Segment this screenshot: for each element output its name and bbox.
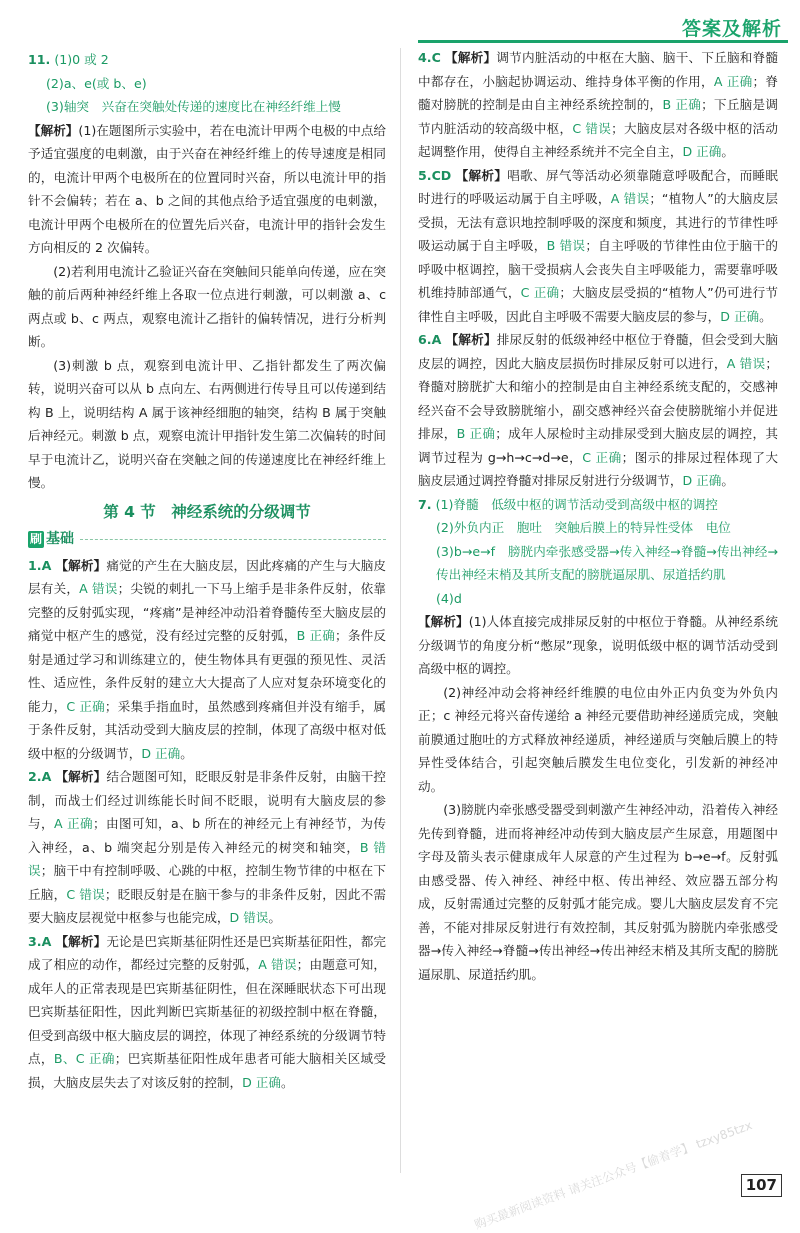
judgement: A 错误 [79, 581, 118, 596]
watermark: 购买最新阅读资料 请关注公众号【偷着学】 tzxy85tzx [472, 1118, 754, 1232]
left-column [28, 48, 386, 1094]
analysis-text: ；大脑皮层对各级中枢的活动起调整作用，使得自主神经系统并不完全自主， [418, 120, 778, 159]
analysis-text: ；大脑皮层受损的“植物人”仍可进行节律性自主呼吸，因此自主呼吸不需要大脑皮层的参与， [418, 285, 778, 324]
judgement: B 正确 [456, 426, 496, 441]
analysis-text: 痛觉的产生在大脑皮层，因此疼痛的产生与大脑皮层有关， [28, 557, 387, 596]
analysis-text: 。 [180, 745, 193, 761]
analysis-text: (2)神经冲动会将神经纤维膜的电位由外正内负变为外负内正；c 神经元将兴奋传递给 a 神经元要借助神经递质完成，突触前膜通过胞吐的方式释放神经递质，神经递质与突触后膜上的特异性受体结合，引起突触后膜发生电位变化，引发新的神经冲动。 [418, 684, 778, 794]
analysis-text: 结合题图可知，眨眼反射是非条件反射，由脑干控制，而战士们经过训练能长时间不眨眼，说明有大脑皮层的参与， [28, 769, 387, 831]
question-number: 3. [28, 933, 42, 949]
analysis-text: ；由题意可知，成年人的正常表现是巴宾斯基征阴性，但在深睡眠状态下可出现巴宾斯基征阳性，因此判断巴宾斯基征的初级控制中枢在脊髓，但受到高级中枢大脑皮层的调控，体现了神经系统的分级调节特点， [28, 957, 387, 1066]
answer-2 [28, 765, 386, 930]
judgement: C 错误 [66, 886, 105, 902]
judgement: D 正确 [682, 144, 722, 159]
judgement: D 正确 [242, 1074, 281, 1090]
answer-3 [28, 930, 386, 1095]
judgement: A 正确 [713, 73, 753, 89]
answer-line: (2)a、e(或 b、e) [46, 75, 147, 91]
basis-label: 基础 [46, 531, 74, 547]
judgement: D 正确 [141, 745, 181, 761]
answer-6 [418, 328, 778, 493]
analysis-tag: 【解析】 [445, 332, 497, 347]
analysis-tag: 【解析】 [445, 50, 497, 65]
analysis-text: (1)在题图所示实验中，若在电流计甲两个电极的中点给予适宜强度的电刺激，由于兴奋在神经纤维上的传导速度是相同的，电流计甲两个电极所在的位置同时兴奋，所以电流计甲的指针不会偏转；若在 a、b 之间的其他点给予适宜强度的电刺激，电流计甲两个电极所在的位置先后兴奋，电流计甲的指针会发生方向相反的 2 次偏转。 [28, 122, 387, 255]
judgement: D 正确 [720, 308, 760, 324]
analysis-tag: 【解析】 [28, 122, 79, 138]
judgement: C 正确 [582, 449, 622, 465]
answer-choice: CD [431, 167, 452, 183]
answer-line: (3)轴突 兴奋在突触处传递的速度比在神经纤维上慢 [46, 99, 341, 114]
question-number: 6. [418, 332, 432, 347]
answer-choice: A [431, 332, 442, 347]
judgement: D 错误 [229, 910, 269, 925]
header-title: 答案及解析 [681, 18, 782, 40]
judgement: B 错误 [28, 839, 386, 878]
analysis-text: (3)刺激 b 点，观察到电流计甲、乙指针都发生了两次偏转，说明兴奋可以从 b 点向左、右两侧进行传导且可以传递到结构 B 上，说明结构 A 属于该神经细胞的轴突，结构 B 属于突触后神经元。刺激 b 点，观察电流计甲指针发生第二次偏转的时间早于电流计乙，说明兴奋在突触之间的传递速度比在神经纤维上慢。 [28, 357, 386, 490]
analysis-text: ；巴宾斯基征阳性成年患者可能大脑相关区域受损，大脑皮层失去了对该反射的控制， [28, 1051, 387, 1090]
question-number: 5. [418, 167, 432, 183]
question-number: 11. [28, 52, 51, 67]
judgement: A 错误 [610, 191, 650, 206]
judgement: A 错误 [726, 355, 766, 371]
question-number: 7. [418, 496, 432, 512]
section-title: 第 4 节 神经系统的分级调节 [103, 502, 311, 521]
judgement: C 正确 [66, 698, 105, 714]
answer-choice: C [431, 50, 441, 65]
question-number: 4. [418, 50, 432, 65]
analysis-text: ；条件反射是通过学习和训练建立的，使生物体具有更强的预见性、灵活性、适应性，条件反射的建立大大提高了人应对复杂环境变化的能力， [28, 628, 386, 714]
analysis-text: 无论是巴宾斯基征阴性还是巴宾斯基征阳性，都完成了相应的动作，都经过完整的反射弧， [28, 933, 387, 972]
analysis-text: ；眨眼反射是在脑干参与的非条件反射，因此不需要大脑皮层视觉中枢参与也能完成， [28, 886, 387, 925]
judgement: D 正确 [682, 473, 722, 488]
judgement: B 错误 [546, 238, 586, 253]
answer-line: (1)脊髓 低级中枢的调节活动受到高级中枢的调控 [435, 496, 718, 512]
analysis-text: ；“植物人”的大脑皮层受损，无法有意识地控制呼吸的深度和频度，其进行的节律性呼吸运动属于自主呼吸， [418, 191, 778, 253]
judgement: B 正确 [662, 97, 702, 112]
answer-7 [418, 493, 778, 987]
right-column [418, 46, 778, 986]
question-number: 2. [28, 769, 42, 784]
answer-4 [418, 46, 778, 164]
answer-choice: A [41, 769, 52, 784]
basis-badge: 刷 [29, 532, 42, 547]
analysis-text: 唱歌、屏气等活动必须靠随意呼吸配合，而睡眠时进行的呼吸运动属于自主呼吸， [418, 167, 779, 206]
analysis-text: 。 [759, 308, 772, 324]
judgement: A 正确 [54, 816, 94, 831]
dashed-rule [80, 539, 386, 540]
answer-line: (1)0 或 2 [54, 52, 109, 67]
judgement: B 正确 [296, 628, 336, 643]
analysis-text: ；图示的排尿过程体现了大脑皮层通过调控脊髓对排尿反射进行分级调节， [418, 449, 779, 488]
answer-1 [28, 554, 386, 766]
analysis-text: ；自主呼吸的节律性由位于脑干的呼吸中枢调控，脑干受损病人会丧失自主呼吸能力，需要靠呼吸机维持肺部通气， [418, 238, 779, 300]
basis-heading [28, 528, 386, 552]
analysis-text: (1)人体直接完成排尿反射的中枢位于脊髓。从神经系统分级调节的角度分析“憋尿”现象，说明低级中枢的调节活动受到高级中枢的调控。 [418, 614, 779, 676]
analysis-text: 排尿反射的低级神经中枢位于脊髓，但会受到大脑皮层的调控，因此大脑皮层损伤时排尿反射可以进行， [418, 332, 779, 371]
judgement: C 正确 [520, 285, 560, 300]
column-divider [400, 48, 401, 1173]
analysis-text: ；脊髓对膀胱扩大和缩小的控制是由自主神经系统支配的，交感神经兴奋不会导致膀胱缩小，副交感神经兴奋会使膀胱缩小并促进排尿， [418, 355, 778, 441]
analysis-text: 调节内脏活动的中枢在大脑、脑干、下丘脑和脊髓中都存在，小脑起协调运动、维持身体平衡的作用， [418, 50, 779, 89]
analysis-tag: 【解析】 [55, 933, 107, 949]
answer-choice: A [41, 557, 52, 573]
analysis-text: ；采集手指血时，虽然感到疼痛但并没有缩手，属于条件反射，其活动受到大脑皮层的控制，体现了高级中枢对低级中枢的分级调节， [28, 698, 387, 761]
analysis-text: 。 [721, 144, 734, 159]
header-rule [418, 40, 788, 43]
analysis-text: (2)若利用电流计乙验证兴奋在突触间只能单向传递，应在突触的前后两种神经纤维上各取一位点进行刺激，可以刺激 a、c 两点或 b、c 两点，观察电流计乙指针的偏转情况，进行分析判断。 [28, 263, 386, 349]
analysis-text: ；尖锐的刺扎一下马上缩手是非条件反射，依靠完整的反射弧实现，“疼痛”是神经冲动沿着脊髓传至大脑皮层的痛觉中枢产生的感觉，没有经过完整的反射弧， [28, 581, 387, 643]
analysis-text: ；脑干中有控制呼吸、心跳的中枢，控制生物节律的中枢在下丘脑， [28, 863, 387, 902]
analysis-text: 。 [721, 473, 734, 488]
page-number: 107 [741, 1174, 782, 1197]
analysis-tag: 【解析】 [55, 769, 107, 784]
question-number: 1. [28, 557, 42, 573]
analysis-text: ；下丘脑是调节内脏活动的较高级中枢， [418, 97, 779, 136]
analysis-text: 。 [280, 1074, 294, 1090]
analysis-text: (3)膀胱内牵张感受器受到刺激产生神经冲动，沿着传入神经先传到脊髓，进而将神经冲动传到大脑皮层产生尿意，用题图中字母及箭头表示健康成年人尿意的产生过程为 b→e→f。反射弧由感受器、传入神经、神经中枢、传出神经、效应器五部分构成，反射需通过完整的反射弧才能完成。婴儿大脑皮层发育不完善，不能对排尿反射进行有效控制，其反射弧为膀胱内牵张感受器→传入神经→脊髓→传出神经→传出神经末梢及其所支配的膀胱逼尿肌、尿道括约肌。 [418, 802, 778, 982]
analysis-text: ；脊髓对膀胱的控制是由自主神经系统控制的， [418, 73, 779, 112]
answer-line: (3)b→e→f 膀胱内牵张感受器→传入神经→脊髓→传出神经→传出神经末梢及其所支配的膀胱逼尿肌、尿道括约肌 [436, 543, 778, 582]
analysis-text: ；由图可知，a、b 所在的神经元上有神经节，为传入神经，a、b 端突起分别是传入神经元的树突和轴突， [28, 816, 387, 855]
analysis-tag: 【解析】 [455, 167, 508, 183]
answer-line: (2)外负内正 胞吐 突触后膜上的特异性受体 电位 [436, 520, 731, 535]
analysis-text: 。 [268, 910, 281, 925]
judgement: A 错误 [258, 957, 297, 972]
answer-5 [418, 164, 778, 329]
analysis-text: ；成年人尿检时主动排尿受到大脑皮层的调控，其调节过程为 g→h→c→d→e， [418, 426, 779, 465]
judgement: C 错误 [572, 120, 612, 136]
analysis-tag: 【解析】 [418, 614, 469, 629]
analysis-tag: 【解析】 [55, 557, 107, 573]
judgement: B、C 正确 [53, 1051, 115, 1066]
answer-11 [28, 48, 386, 495]
answer-choice: A [41, 933, 52, 949]
answer-line: (4)d [436, 590, 462, 606]
